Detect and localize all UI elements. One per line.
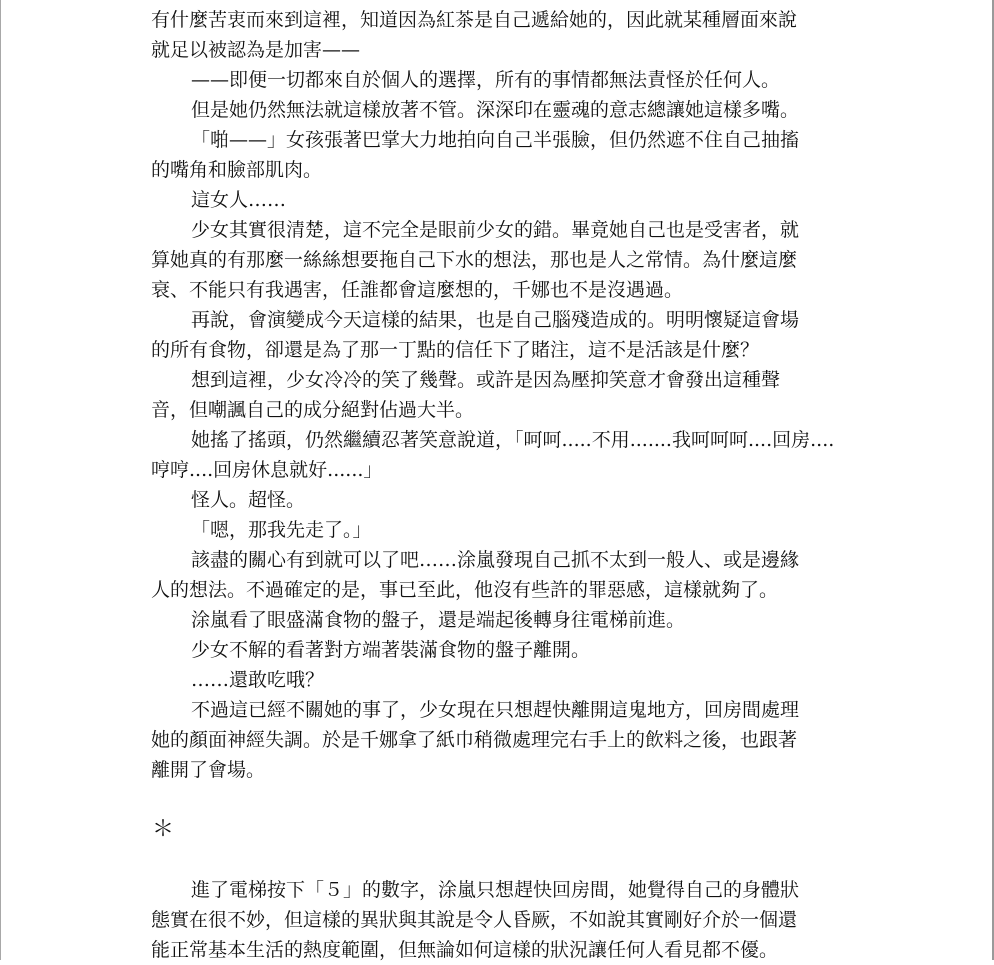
text-line: 「啪——」女孩張著巴掌大力地拍向自己半張臉，但仍然遮不住自己抽搐 [191, 129, 800, 151]
text-line: 人的想法。不過確定的是，事已至此，他沒有些許的罪惡感，這樣就夠了。 [151, 579, 779, 601]
text-line: 再說，會演變成今天這樣的結果，也是自己腦殘造成的。明明懷疑這會場 [191, 309, 800, 331]
text-line: 有什麼苦衷而來到這裡，知道因為紅茶是自己遞給她的，因此就某種層面來說 [151, 9, 798, 31]
page-left-border [0, 0, 1, 960]
text-line: 就足以被認為是加害—— [151, 39, 361, 61]
text-line: 衰、不能只有我遇害，任誰都會這麼想的，千娜也不是沒遇過。 [151, 279, 684, 301]
text-line: 她的顏面神經失調。於是千娜拿了紙巾稍微處理完右手上的飲料之後，也跟著 [151, 729, 798, 751]
text-line: 想到這裡，少女冷冷的笑了幾聲。或許是因為壓抑笑意才會發出這種聲 [191, 369, 781, 391]
text-line: 態實在很不妙，但這樣的異狀與其說是令人昏厥，不如說其實剛好介於一個還 [151, 909, 798, 931]
section-break-asterisk: ＊ [152, 817, 175, 842]
blank-line [151, 845, 851, 875]
text-line: 的所有食物，卻還是為了那一丁點的信任下了賭注，這不是活該是什麼？ [151, 339, 760, 361]
text-line: 少女不解的看著對方端著裝滿食物的盤子離開。 [191, 639, 591, 661]
text-line: 少女其實很清楚，這不完全是眼前少女的錯。畢竟她自己也是受害者，就 [191, 219, 800, 241]
text-line: 算她真的有那麼一絲絲想要拖自己下水的想法，那也是人之常情。為什麼這麼 [151, 249, 798, 271]
body-text [151, 5, 851, 965]
text-line: 的嘴角和臉部肌肉。 [151, 159, 323, 181]
text-line: 不過這已經不關她的事了，少女現在只想趕快離開這鬼地方，回房間處理 [191, 699, 800, 721]
text-line: 她搖了搖頭，仍然繼續忍著笑意說道，「呵呵.....不用.......我呵呵呵....回房.... [191, 429, 835, 451]
text-line: 進了電梯按下「５」的數字，涂嵐只想趕快回房間，她覺得自己的身體狀 [191, 879, 800, 901]
text-line: 音，但嘲諷自己的成分絕對佔過大半。 [151, 399, 475, 421]
text-line: 「嗯，那我先走了。」 [191, 519, 372, 541]
text-line: 怪人。超怪。 [191, 489, 306, 511]
text-line: 涂嵐看了眼盛滿食物的盤子，還是端起後轉身往電梯前進。 [191, 609, 686, 631]
text-line: ……還敢吃哦？ [191, 669, 325, 691]
text-line: 該盡的關心有到就可以了吧……涂嵐發現自己抓不太到一般人、或是邊緣 [191, 549, 800, 571]
text-line: 哼哼....回房休息就好......」 [151, 459, 383, 481]
text-line: 能正常基本生活的熱度範圍，但無論如何這樣的狀況讓任何人看見都不優。 [151, 939, 779, 961]
text-line: 離開了會場。 [151, 759, 266, 781]
text-line: ——即便一切都來自於個人的選擇，所有的事情都無法責怪於任何人。 [191, 69, 781, 91]
text-line: 這女人…… [191, 189, 287, 211]
text-line: 但是她仍然無法就這樣放著不管。深深印在靈魂的意志總讓她這樣多嘴。 [191, 99, 800, 121]
blank-line [151, 785, 851, 815]
